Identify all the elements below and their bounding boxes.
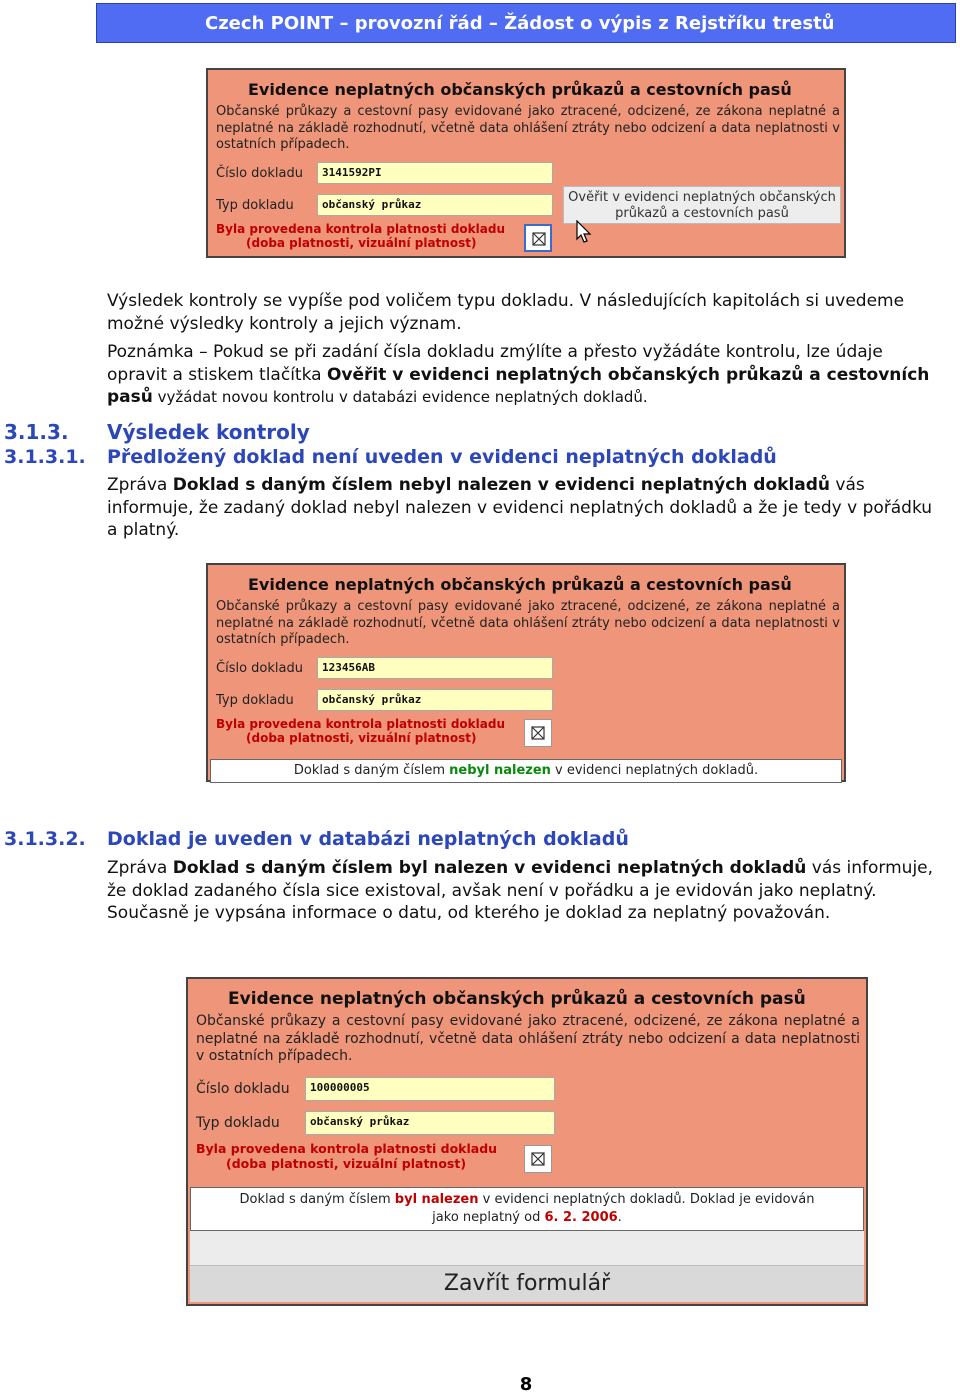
note-text-end: vyžádat novou kontrolu v databázi evidence neplatných dokladů. xyxy=(152,388,648,406)
subsection-number-2: 3.1.3.2. xyxy=(4,828,86,850)
close-form-button[interactable]: Zavřít formulář xyxy=(190,1265,864,1302)
validity-checkbox[interactable] xyxy=(524,719,552,747)
validity-check-label-line1: Byla provedena kontrola platnosti dokladu xyxy=(216,717,506,731)
message-reference: Doklad s daným číslem byl nalezen v evidenci neplatných dokladů xyxy=(172,858,807,878)
validity-check-label xyxy=(196,1141,496,1171)
checkbox-check-icon xyxy=(531,1152,545,1166)
section-number: 3.1.3. xyxy=(4,420,69,444)
result-status: byl nalezen xyxy=(394,1192,479,1207)
paragraph-text: Zpráva xyxy=(107,475,173,495)
subsection-paragraph-1 xyxy=(107,474,937,542)
document-number-label: Číslo dokladu xyxy=(196,1081,290,1097)
invalid-since-date: 6. 2. 2006 xyxy=(544,1210,618,1225)
subsection-title-2: Doklad je uveden v databázi neplatných dokladů xyxy=(107,828,629,850)
result-message xyxy=(190,1187,864,1231)
subsection-number-1: 3.1.3.1. xyxy=(4,446,86,468)
paragraph-text: vás informuje, že zadaný doklad nebyl nalezen v evidenci neplatných dokladů a že je tedy v pořádku a platný. xyxy=(107,475,933,540)
document-type-select[interactable]: občanský průkaz xyxy=(305,1111,555,1135)
note-paragraph xyxy=(107,341,937,409)
paragraph-text: vás informuje, že doklad zadaného čísla sice existoval, avšak není v pořádku a je evidován jako neplatný. Současně je vypsána informace o datu, od kterého je doklad za neplatný považován. xyxy=(107,858,934,923)
document-type-select[interactable]: občanský průkaz xyxy=(317,689,553,711)
validity-check-label xyxy=(216,222,516,250)
document-number-label: Číslo dokladu xyxy=(216,661,303,676)
form-title: Evidence neplatných občanských průkazů a cestovních pasů xyxy=(248,80,792,99)
result-text: Doklad s daným číslem xyxy=(239,1192,395,1207)
validity-check-label-line2: (doba platnosti, vizuální platnost) xyxy=(246,731,477,745)
result-line-2 xyxy=(191,1209,863,1227)
subsection-paragraph-2 xyxy=(107,857,937,925)
form-screenshot-1 xyxy=(206,68,846,258)
checkbox-check-icon xyxy=(531,726,545,740)
mouse-cursor-icon xyxy=(576,220,592,244)
form-title: Evidence neplatných občanských průkazů a cestovních pasů xyxy=(228,989,806,1009)
result-text: v evidenci neplatných dokladů. Doklad je evidován xyxy=(478,1192,815,1207)
document-number-label: Číslo dokladu xyxy=(216,166,303,181)
result-status: nebyl nalezen xyxy=(449,763,551,778)
document-number-input[interactable]: 123456AB xyxy=(317,657,553,679)
result-text: v evidenci neplatných dokladů. xyxy=(550,763,759,778)
section-title: Výsledek kontroly xyxy=(107,420,310,444)
form-title: Evidence neplatných občanských průkazů a cestovních pasů xyxy=(248,575,792,594)
subsection-heading-1 xyxy=(4,446,777,468)
result-text: jako neplatný od xyxy=(432,1210,545,1225)
validity-check-label-line2: (doba platnosti, vizuální platnost) xyxy=(246,236,477,250)
validity-check-label-line2: (doba platnosti, vizuální platnost) xyxy=(226,1156,467,1171)
form-screenshot-3 xyxy=(186,977,868,1306)
spacer-row xyxy=(190,1231,864,1265)
validity-checkbox[interactable] xyxy=(524,1145,552,1173)
document-type-label: Typ dokladu xyxy=(216,693,294,708)
result-line-1 xyxy=(191,1191,863,1209)
subsection-title-1: Předložený doklad není uveden v evidenci neplatných dokladů xyxy=(107,446,777,468)
validity-checkbox[interactable] xyxy=(524,224,552,252)
verify-button[interactable]: Ověřit v evidenci neplatných občanských průkazů a cestovních pasů xyxy=(563,186,841,224)
section-heading xyxy=(4,420,310,444)
validity-check-label xyxy=(216,717,516,745)
note-button-reference: Ověřit v evidenci neplatných občanských průkazů a cestovních pasů xyxy=(107,364,930,407)
result-text: . xyxy=(617,1210,622,1225)
document-number-input[interactable]: 100000005 xyxy=(305,1077,555,1101)
note-text-start: Poznámka – Pokud se při zadání čísla dokladu zmýlíte a přesto vyžádáte kontrolu, lze údaje opravit a stiskem tlačítka xyxy=(107,342,883,385)
page-number: 8 xyxy=(519,1374,533,1395)
form-screenshot-2 xyxy=(206,563,846,782)
validity-check-label-line1: Byla provedena kontrola platnosti dokladu xyxy=(216,222,506,236)
message-reference: Doklad s daným číslem nebyl nalezen v evidenci neplatných dokladů xyxy=(172,475,831,495)
document-type-label: Typ dokladu xyxy=(216,198,294,213)
paragraph-text: Zpráva xyxy=(107,858,173,878)
result-message xyxy=(210,759,842,783)
checkbox-check-icon xyxy=(532,232,546,246)
document-type-select[interactable]: občanský průkaz xyxy=(317,194,553,216)
subsection-heading-2 xyxy=(4,828,629,850)
document-header: Czech POINT – provozní řád – Žádost o výpis z Rejstříku trestů xyxy=(96,3,956,43)
document-number-input[interactable]: 3141592PI xyxy=(317,162,553,184)
form-description: Občanské průkazy a cestovní pasy evidované jako ztracené, odcizené, ze zákona neplatné a neplatné na základě rozhodnutí, včetně data ohlášení ztráty nebo odcizení a data neplatnosti v ostatních případech. xyxy=(216,599,840,647)
validity-check-label-line1: Byla provedena kontrola platnosti dokladu xyxy=(196,1141,498,1156)
form-description: Občanské průkazy a cestovní pasy evidované jako ztracené, odcizené, ze zákona neplatné a neplatné na základě rozhodnutí, včetně data ohlášení ztráty nebo odcizení a data neplatnosti v ostatních případech. xyxy=(216,104,840,152)
document-type-label: Typ dokladu xyxy=(196,1115,280,1131)
form-description: Občanské průkazy a cestovní pasy evidované jako ztracené, odcizené, ze zákona neplatné a neplatné na základě rozhodnutí, včetně data ohlášení ztráty nebo odcizení a data neplatnosti v ostatních případech. xyxy=(196,1013,860,1064)
result-text: Doklad s daným číslem xyxy=(293,763,450,778)
result-explanation-paragraph: Výsledek kontroly se vypíše pod voličem typu dokladu. V následujících kapitolách si uvedeme možné výsledky kontroly a jejich význam. xyxy=(107,291,905,334)
